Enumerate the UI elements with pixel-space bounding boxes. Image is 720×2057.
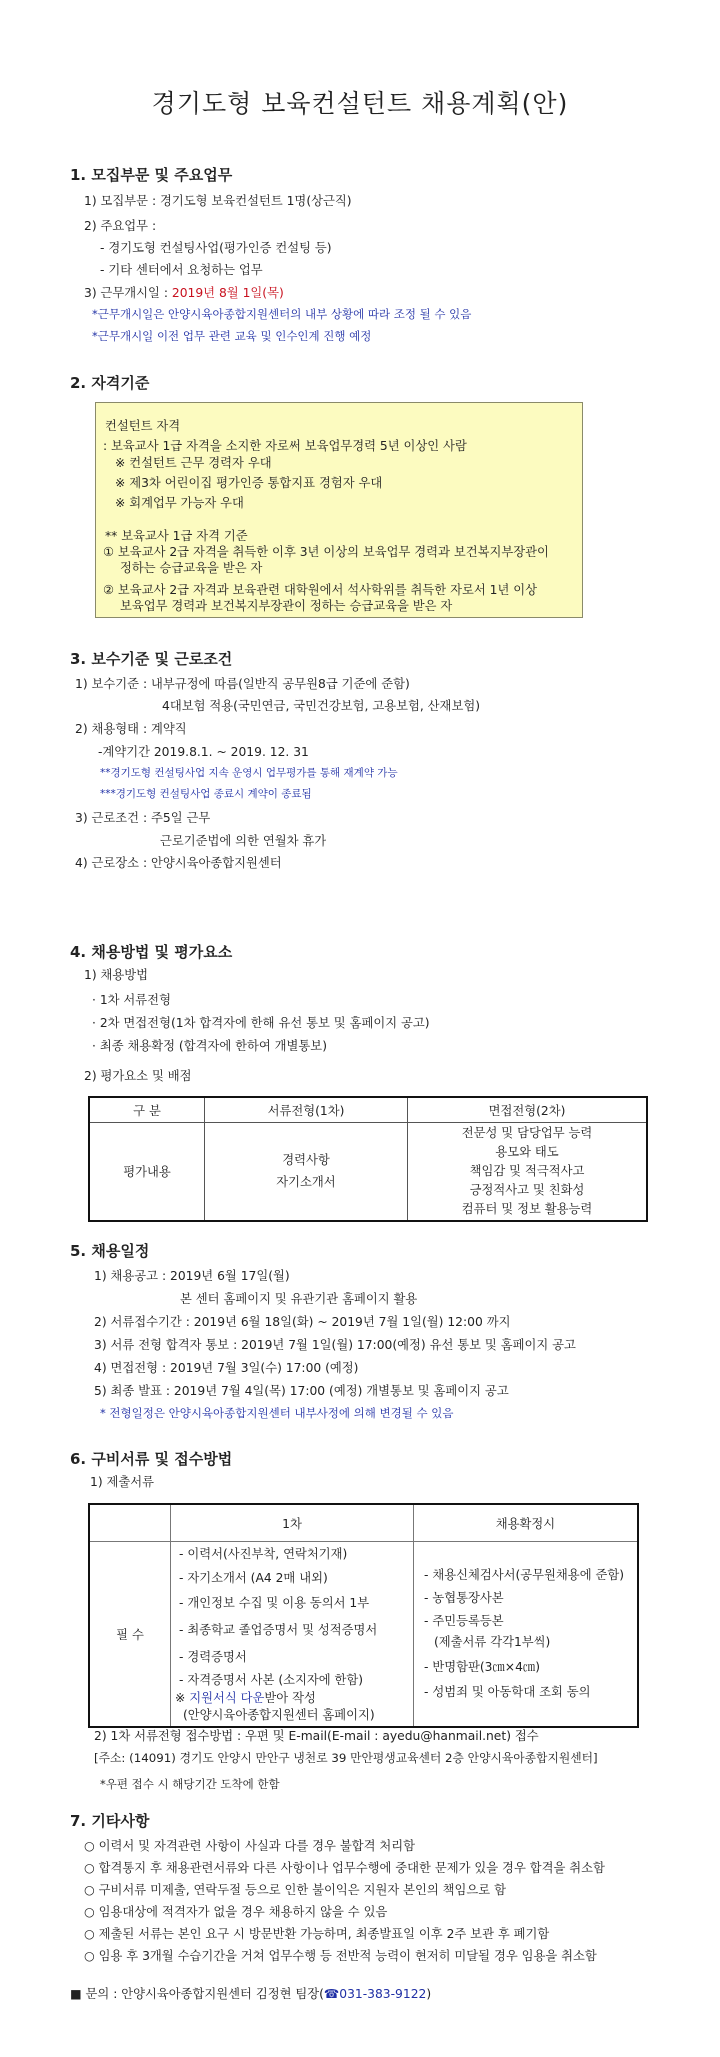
table-cell: - 채용신체검사서(공무원채용에 준함) - 농협통장사본 - 주민등록등본 (제출서류 각각1부씩) - 반명함판(3㎝×4㎝) - 성범죄 및 아동학대 조회 동의 — [414, 1541, 639, 1727]
box-line: ※ 회계업무 가능자 우대 — [115, 496, 244, 510]
section-3-heading: 3. 보수기준 및 근로조건 — [70, 650, 233, 668]
contact-phone[interactable]: ☎031-383-9122 — [323, 1987, 427, 2001]
section-5-heading: 5. 채용일정 — [70, 1242, 150, 1260]
section-2-heading: 2. 자격기준 — [70, 374, 150, 392]
s3-line: 2) 채용형태 : 계약직 — [75, 722, 187, 736]
s6-line: *우편 접수 시 해당기간 도착에 한함 — [100, 1777, 280, 1791]
s7-item: ○ 합격통지 후 채용관련서류와 다른 사항이나 업무수행에 중대한 문제가 있을 경우 합격을 취소함 — [84, 1861, 605, 1875]
section-1-heading: 1. 모집부문 및 주요업무 — [70, 166, 233, 184]
s3-note: **경기도형 컨설팅사업 지속 운영시 업무평가를 통해 재계약 가능 — [100, 767, 398, 779]
section-6-heading: 6. 구비서류 및 접수방법 — [70, 1450, 233, 1468]
s5-line: 1) 채용공고 : 2019년 6월 17일(월) — [94, 1269, 290, 1283]
section-4-heading: 4. 채용방법 및 평가요소 — [70, 943, 233, 961]
s4-line: 1) 채용방법 — [84, 968, 149, 982]
box-line: 정하는 승급교육을 받은 자 — [120, 561, 263, 575]
s5-line: 4) 면접전형 : 2019년 7월 3일(수) 17:00 (예정) — [94, 1361, 359, 1375]
form-download-link[interactable]: 지원서식 다운 — [189, 1691, 265, 1706]
table-row-label: 필 수 — [89, 1541, 171, 1727]
s3-note: ***경기도형 컨설팅사업 종료시 계약이 종료됨 — [100, 788, 312, 800]
box-line: ※ 제3차 어린이집 평가인증 통합지표 경험자 우대 — [115, 476, 383, 490]
s3-line: 근로기준법에 의한 연월차 휴가 — [160, 834, 327, 848]
s5-line: 5) 최종 발표 : 2019년 7월 4일(목) 17:00 (예정) 개별통보 및 홈페이지 공고 — [94, 1384, 509, 1398]
s1-note: *근무개시일 이전 업무 관련 교육 및 인수인계 진행 예정 — [92, 329, 372, 343]
s7-item: ○ 구비서류 미제출, 연락두절 등으로 인한 불이익은 지원자 본인의 책임으로 함 — [84, 1883, 506, 1897]
download-note: ※ 지원서식 다운받아 작성 — [175, 1691, 316, 1706]
s7-item: ○ 임용대상에 적격자가 없을 경우 채용하지 않을 수 있음 — [84, 1905, 388, 1919]
box-line: ※ 컨설턴트 근무 경력자 우대 — [115, 456, 272, 470]
box-line: : 보육교사 1급 자격을 소지한 자로써 보육업무경력 5년 이상인 사람 — [103, 439, 467, 453]
table-header: 서류전형(1차) — [205, 1097, 408, 1122]
s1-line: - 경기도형 컨설팅사업(평가인증 컨설팅 등) — [100, 241, 332, 255]
s7-item: ○ 임용 후 3개월 수습기간을 거쳐 업무수행 등 전반적 능력이 현저히 미달될 경우 임용을 취소함 — [84, 1949, 597, 1963]
table-header: 채용확정시 — [414, 1504, 639, 1541]
table-header — [89, 1504, 171, 1541]
s1-note: *근무개시일은 안양시육아종합지원센터의 내부 상황에 따라 조정 될 수 있음 — [92, 307, 472, 321]
table-row-label: 평가내용 — [89, 1122, 205, 1221]
s3-line: 3) 근로조건 : 주5일 근무 — [75, 811, 211, 825]
evaluation-table — [88, 1096, 648, 1222]
box-line: ** 보육교사 1급 자격 기준 — [105, 529, 248, 543]
s6-line: 1) 제출서류 — [90, 1475, 155, 1489]
documents-table — [88, 1503, 639, 1728]
table-cell: 전문성 및 담당업무 능력 용모와 태도 책임감 및 적극적사고 긍정적사고 및 친화성 컴퓨터 및 정보 활용능력 — [408, 1122, 648, 1221]
qualification-box — [95, 402, 583, 618]
s1-line: 2) 주요업무 : — [84, 219, 157, 233]
box-line: ② 보육교사 2급 자격과 보육관련 대학원에서 석사학위를 취득한 자로서 1년 이상 — [103, 583, 538, 597]
s3-line: -계약기간 2019.8.1. ~ 2019. 12. 31 — [98, 745, 309, 759]
s1-line: 1) 모집부문 : 경기도형 보육컨설턴트 1명(상근직) — [84, 194, 352, 208]
table-header: 면접전형(2차) — [408, 1097, 648, 1122]
s6-line: 2) 1차 서류전형 접수방법 : 우편 및 E-mail(E-mail : ayedu@hanmail.net) 접수 — [94, 1729, 539, 1743]
box-line: 컨설턴트 자격 — [105, 419, 181, 433]
s5-note: * 전형일정은 안양시육아종합지원센터 내부사정에 의해 변경될 수 있음 — [100, 1406, 454, 1420]
table-header: 구 분 — [89, 1097, 205, 1122]
s5-line: 2) 서류접수기간 : 2019년 6월 18일(화) ~ 2019년 7월 1일(월) 12:00 까지 — [94, 1315, 511, 1329]
s3-line: 4대보험 적용(국민연금, 국민건강보험, 고용보험, 산재보험) — [162, 699, 480, 713]
s5-line: 본 센터 홈페이지 및 유관기관 홈페이지 활용 — [180, 1292, 418, 1306]
s1-line: - 기타 센터에서 요청하는 업무 — [100, 263, 263, 277]
s6-address: [주소: (14091) 경기도 안양시 만안구 냉천로 39 만안평생교육센터 2층 안양시육아종합지원센터] — [94, 1751, 598, 1765]
s3-line: 4) 근로장소 : 안양시육아종합지원센터 — [75, 856, 282, 870]
s4-line: 2) 평가요소 및 배점 — [84, 1069, 192, 1083]
s4-line: · 1차 서류전형 — [92, 993, 171, 1007]
s5-line: 3) 서류 전형 합격자 통보 : 2019년 7월 1일(월) 17:00(예정) 유선 통보 및 홈페이지 공고 — [94, 1338, 576, 1352]
table-cell: 경력사항 자기소개서 — [205, 1122, 408, 1221]
table-cell: - 이력서(사진부착, 연락처기재) - 자기소개서 (A4 2매 내외) - 개인정보 수집 및 이용 동의서 1부 - 최종학교 졸업증명서 및 성적증명서 - 경력증명서 - 자격증명서 사본 (소지자에 한함) ※ 지원서식 다운받아 작성 (안양시육아종합지원센터 홈페이지) — [171, 1541, 414, 1727]
s1-start-date: 3) 근무개시일 : 2019년 8월 1일(목) — [84, 286, 284, 300]
s7-item: ○ 제출된 서류는 본인 요구 시 방문반환 가능하며, 최종발표일 이후 2주 보관 후 폐기함 — [84, 1927, 550, 1941]
box-line: ① 보육교사 2급 자격을 취득한 이후 3년 이상의 보육업무 경력과 보건복지부장관이 — [103, 545, 549, 559]
table-header: 1차 — [171, 1504, 414, 1541]
section-7-heading: 7. 기타사항 — [70, 1812, 150, 1830]
s4-line: · 2차 면접전형(1차 합격자에 한해 유선 통보 및 홈페이지 공고) — [92, 1016, 430, 1030]
page-title: 경기도형 보육컨설턴트 채용계획(안) — [151, 89, 569, 118]
s3-line: 1) 보수기준 : 내부규정에 따름(일반직 공무원8급 기준에 준함) — [75, 677, 410, 691]
s4-line: · 최종 채용확정 (합격자에 한하여 개별통보) — [92, 1039, 327, 1053]
s7-item: ○ 이력서 및 자격관련 사항이 사실과 다를 경우 불합격 처리함 — [84, 1839, 416, 1853]
contact-line: ■ 문의 : 안양시육아종합지원센터 김정현 팀장(☎031-383-9122) — [70, 1987, 432, 2001]
box-line: 보육업무 경력과 보건복지부장관이 정하는 승급교육을 받은 자 — [120, 599, 453, 613]
